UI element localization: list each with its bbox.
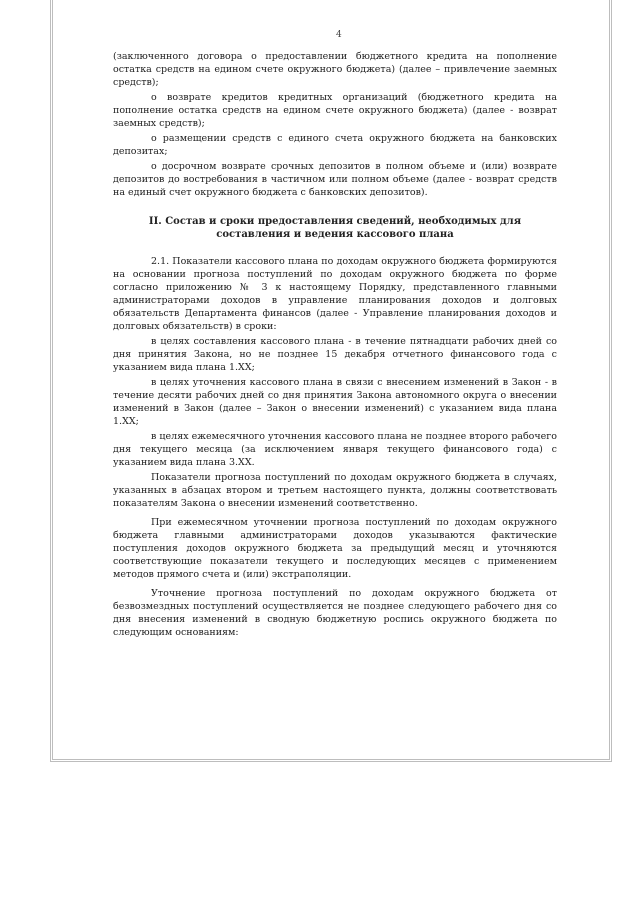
paragraph: о досрочном возврате срочных депозитов в полном объеме и (или) возврате депозитов до востребования в частичном или полном объеме (далее - возврат средств на единый счет окружного бюджета с банковских депозитов). xyxy=(113,161,557,198)
paragraph: Уточнение прогноза поступлений по доходам окружного бюджета от безвозмездных поступлений осуществляется не позднее следующего рабочего дня со дня внесения изменений в сводную бюджетную роспись окружного бюджета по следующим основаниям: xyxy=(113,588,557,638)
paragraph: в целях ежемесячного уточнения кассового плана не позднее второго рабочего дня текущего месяца (за исключением января текущего финансового года) с указанием вида плана 3.XX. xyxy=(113,431,557,468)
paragraph: 2.1. Показатели кассового плана по доходам окружного бюджета формируются на основании прогноза поступлений по доходам окружного бюджета по форме согласно приложению № 3 к настоящему Порядку, представленного главными администраторами доходов в управление планирования доходов и долговых обязательств Департамента финансов (далее - Управление планирования доходов и долговых обязательств) в сроки: xyxy=(113,256,557,332)
paragraph: о размещении средств с единого счета окружного бюджета на банковских депозитах; xyxy=(113,133,557,157)
paragraph: При ежемесячном уточнении прогноза поступлений по доходам окружного бюджета главными администраторами доходов указываются фактические поступления доходов окружного бюджета за предыдущий месяц и уточняются соответствующие показатели текущего и последующих месяцев с применением методов прямого счета и (или) экстраполяции. xyxy=(113,517,557,580)
paragraph: о возврате кредитов кредитных организаций (бюджетного кредита на пополнение остатка средств на едином счете окружного бюджета) (далее - возврат заемных средств); xyxy=(113,92,557,129)
document-body xyxy=(113,50,557,641)
paragraph: (заключенного договора о предоставлении бюджетного кредита на пополнение остатка средств на едином счете окружного бюджета) (далее – привлечение заемных средств); xyxy=(113,51,557,88)
page-number: 4 xyxy=(336,30,342,40)
section-heading: II. Состав и сроки предоставления сведений, необходимых для составления и ведения кассового плана xyxy=(148,216,522,240)
paragraph: в целях уточнения кассового плана в связи с внесением изменений в Закон - в течение десяти рабочих дней со дня принятия Закона автономного округа о внесении изменений в Закон (далее – Закон о внесении изменений) с указанием вида плана 1.XX; xyxy=(113,377,557,427)
paragraph: в целях составления кассового плана - в течение пятнадцати рабочих дней со дня принятия Закона, но не позднее 15 декабря отчетного финансового года с указанием вида плана 1.XX; xyxy=(113,336,557,373)
paragraph: Показатели прогноза поступлений по доходам окружного бюджета в случаях, указанных в абзацах втором и третьем настоящего пункта, должны соответствовать показателям Закона о внесении изменений соответственно. xyxy=(113,472,557,509)
